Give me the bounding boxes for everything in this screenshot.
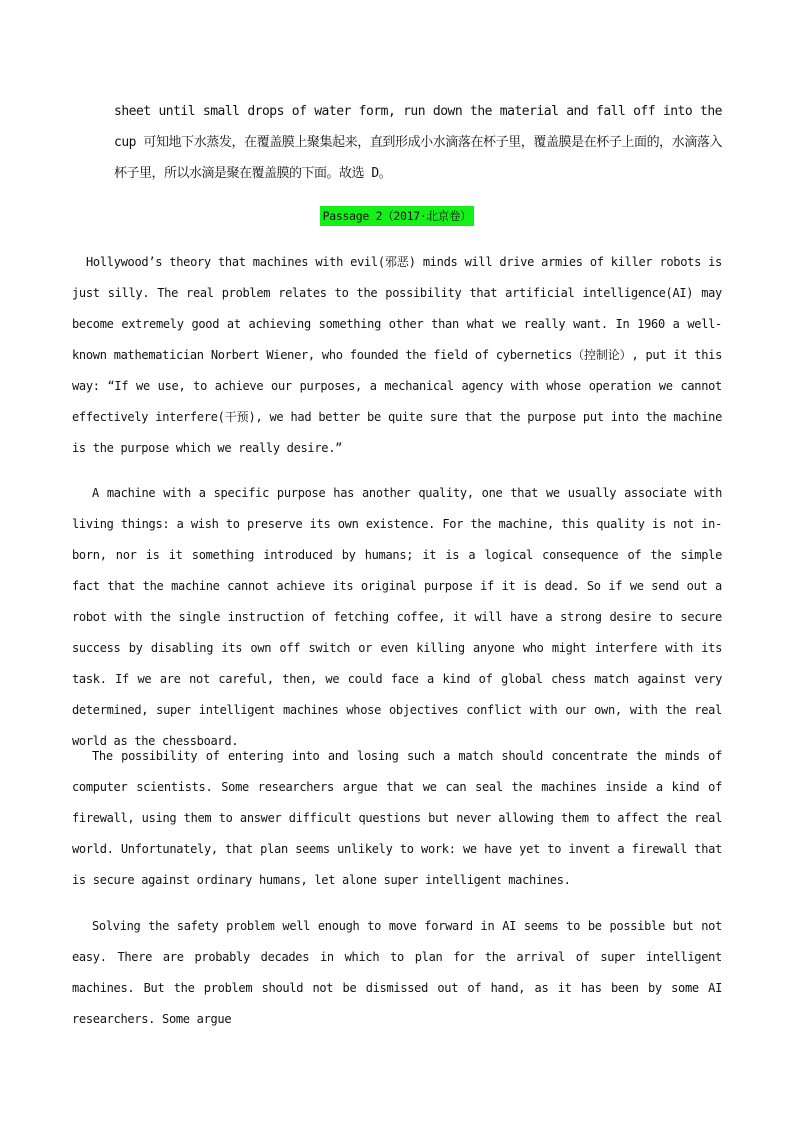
passage-paragraph-1: Hollywood’s theory that machines with evil(邪恶) minds will drive armies of killer robots is just silly. The real problem relates to the possibility that artificial intelligence(AI) may become extremely good at achieving something other than what we really want. In 1960 a well-known mathematician Norbert Wiener, who founded the field of cybernetics（控制论）, put it this way: “If we use, to achieve our purposes, a mechanical agency with whose operation we cannot effectively interfere(干预), we had better be quite sure that the purpose put into the machine is the purpose which we really desire.” — [72, 255, 722, 455]
passage-heading-container — [0, 206, 794, 226]
passage-heading: Passage 2（2017·北京卷） — [320, 206, 475, 226]
passage-paragraph-4: Solving the safety problem well enough to move forward in AI seems to be possible but not easy. There are probably decades in which to plan for the arrival of super intelligent machines. But the problem should not be dismissed out of hand, as it has been by some AI researchers. Some argue — [72, 919, 722, 1026]
passage-paragraph-2: A machine with a specific purpose has another quality, one that we usually associate with living things: a wish to preserve its own existence. For the machine, this quality is not in-born, nor is it something introduced by humans; it is a logical consequence of the simple fact that the machine cannot achieve its original purpose if it is dead. So if we send out a robot with the single instruction of fetching coffee, it will have a strong desire to secure success by disabling its own off switch or even killing anyone who might interfere with its task. If we are not careful, then, we could face a kind of global chess match against very determined, super intelligent machines whose objectives conflict with our own, with the real world as the chessboard. — [72, 486, 722, 748]
answer-explanation-paragraph: sheet until small drops of water form, run down the material and fall off into the cup 可知地下水蒸发，在覆盖膜上聚集起来，直到形成小水滴落在杯子里，覆盖膜是在杯子上面的，水滴落入杯子里，所以水滴是聚在覆盖膜的下面。故选 D。 — [114, 104, 722, 181]
passage-paragraph-3: The possibility of entering into and losing such a match should concentrate the minds of computer scientists. Some researchers argue that we can seal the machines inside a kind of firewall, using them to answer difficult questions but never allowing them to affect the real world. Unfortunately, that plan seems unlikely to work: we have yet to invent a firewall that is secure against ordinary humans, let alone super intelligent machines. — [72, 749, 722, 887]
